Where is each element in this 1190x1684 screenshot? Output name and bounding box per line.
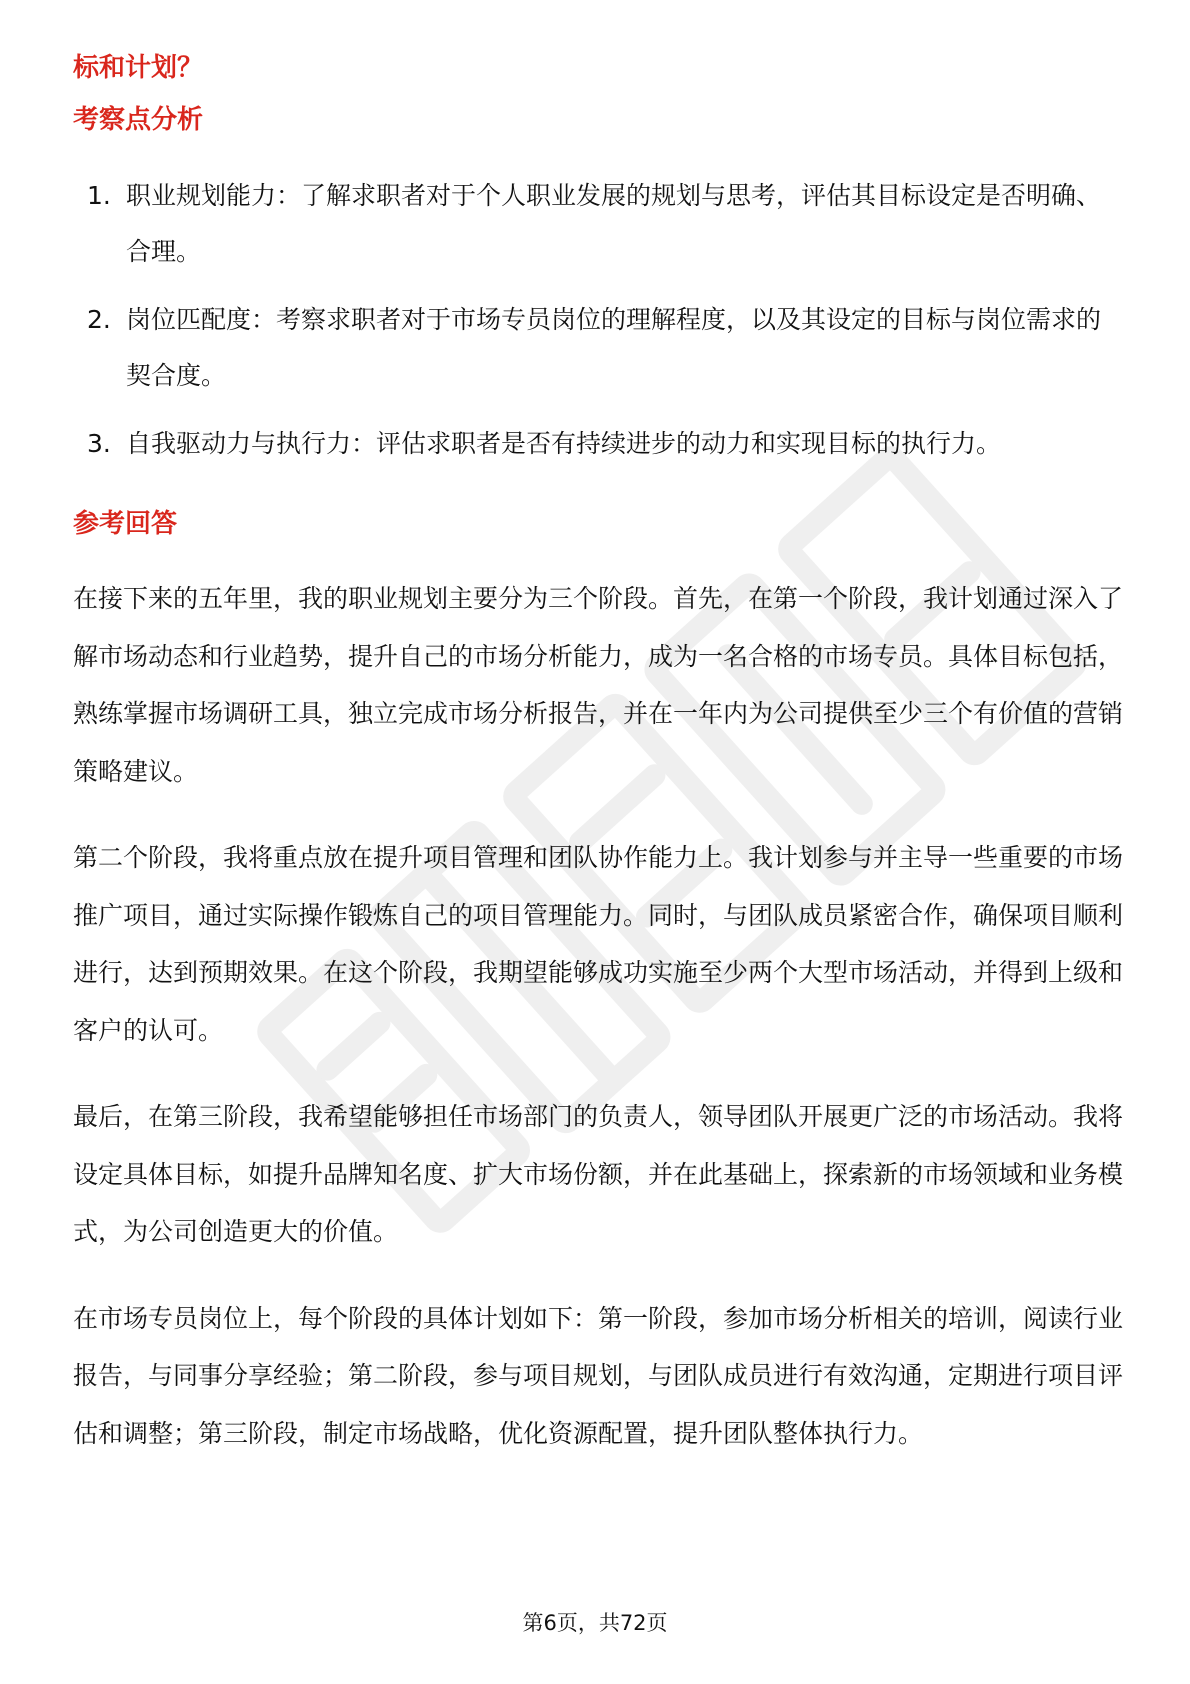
page-number: 第6页，共72页	[522, 1611, 668, 1635]
analysis-heading: 考察点分析	[73, 105, 204, 135]
list-item-text: 自我驱动力与执行力：评估求职者是否有持续进步的动力和实现目标的执行力。	[126, 429, 1002, 458]
list-item	[73, 168, 1123, 280]
answer-paragraph: 最后，在第三阶段，我希望能够担任市场部门的负责人，领导团队开展更广泛的市场活动。我将设定具体目标，如提升品牌知名度、扩大市场份额，并在此基础上，探索新的市场领域和业务模式，为公司创造更大的价值。	[73, 1102, 1124, 1246]
list-item-number: 3.	[87, 429, 111, 458]
list-item	[73, 292, 1123, 404]
list-item-text: 岗位匹配度：考察求职者对于市场专员岗位的理解程度，以及其设定的目标与岗位需求的契合度。	[126, 305, 1102, 390]
answer-paragraph: 第二个阶段，我将重点放在提升项目管理和团队协作能力上。我计划参与并主导一些重要的市场推广项目，通过实际操作锻炼自己的项目管理能力。同时，与团队成员紧密合作，确保项目顺利进行，达到预期效果。在这个阶段，我期望能够成功实施至少两个大型市场活动，并得到上级和客户的认可。	[73, 843, 1124, 1045]
answer-paragraph: 在接下来的五年里，我的职业规划主要分为三个阶段。首先，在第一个阶段，我计划通过深入了解市场动态和行业趋势，提升自己的市场分析能力，成为一名合格的市场专员。具体目标包括，熟练掌握市场调研工具，独立完成市场分析报告，并在一年内为公司提供至少三个有价值的营销策略建议。	[73, 584, 1124, 786]
answer-heading: 参考回答	[73, 509, 178, 539]
list-item-number: 1.	[87, 181, 111, 210]
list-item	[73, 416, 1123, 472]
analysis-list	[73, 168, 1123, 472]
answer-paragraph: 在市场专员岗位上，每个阶段的具体计划如下：第一阶段，参加市场分析相关的培训，阅读行业报告，与同事分享经验；第二阶段，参与项目规划，与团队成员进行有效沟通，定期进行项目评估和调整；第三阶段，制定市场战略，优化资源配置，提升团队整体执行力。	[73, 1303, 1124, 1448]
question-title-continuation: 标和计划？	[73, 53, 204, 83]
list-item-number: 2.	[87, 305, 111, 334]
page-content	[73, 48, 1123, 1462]
list-item-text: 职业规划能力：了解求职者对于个人职业发展的规划与思考，评估其目标设定是否明确、合理。	[126, 181, 1102, 266]
